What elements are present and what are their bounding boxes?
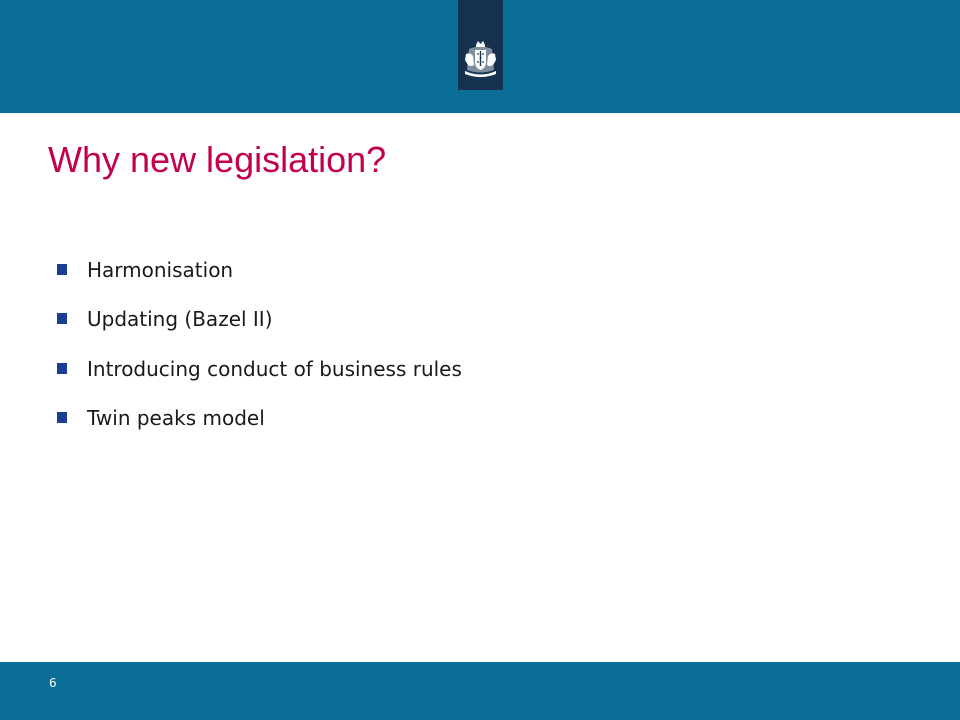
page-number: 6 [49,676,57,690]
coat-of-arms-icon [461,40,500,80]
square-bullet-icon [57,313,67,324]
header-band [0,0,960,113]
square-bullet-icon [57,264,67,275]
list-item [56,354,462,403]
square-bullet-icon [57,412,67,423]
footer-band [0,662,960,720]
list-item [56,403,462,452]
list-item [56,255,462,304]
bullet-text: Twin peaks model [87,405,265,430]
bullet-text: Introducing conduct of business rules [87,356,462,381]
square-bullet-icon [57,363,67,374]
bullet-text: Updating (Bazel II) [87,307,273,332]
slide-title: Why new legislation? [48,139,387,180]
bullet-list [56,255,462,452]
logo-ribbon [458,0,503,90]
bullet-text: Harmonisation [87,258,234,282]
list-item [56,304,462,353]
